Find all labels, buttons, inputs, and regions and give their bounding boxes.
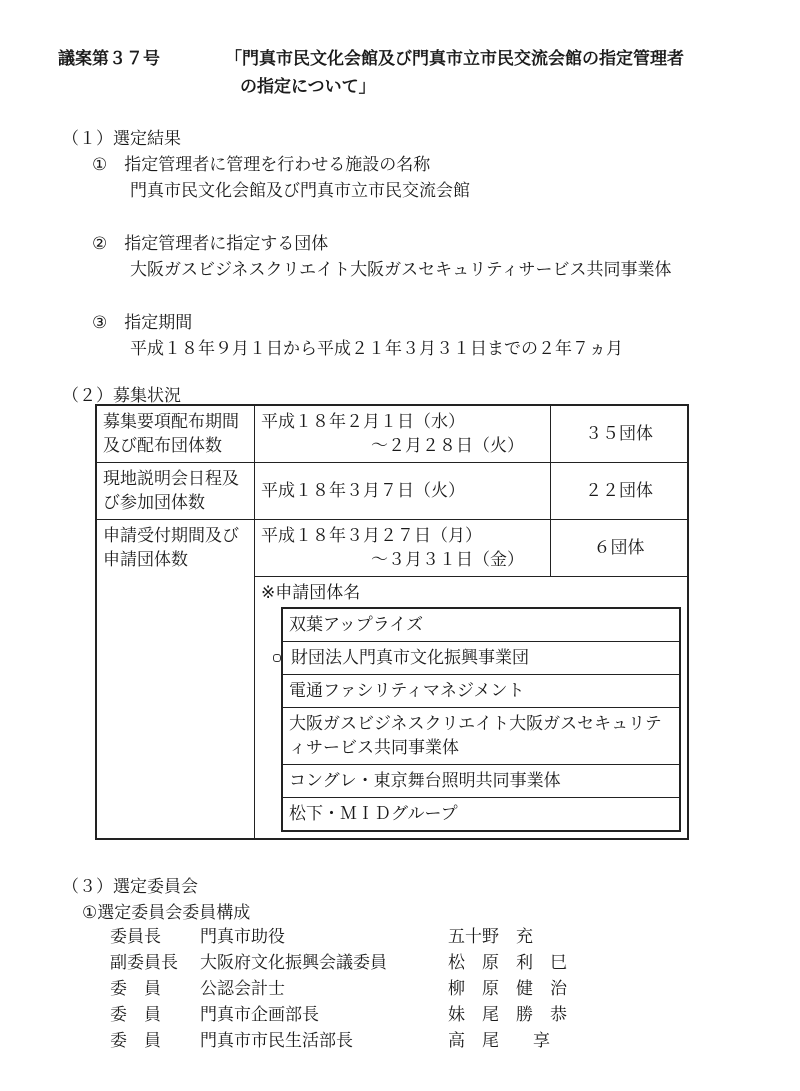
applicant-name: 大阪ガスビジネスクリエイト大阪ガスセキュリティサービス共同事業体 bbox=[282, 708, 680, 765]
table-row bbox=[96, 520, 688, 577]
applicant-name: 松下・ＭＩＤグループ bbox=[282, 798, 680, 832]
member-name: 松 原 利 巳 bbox=[448, 953, 567, 973]
row3-count: ６団体 bbox=[551, 520, 689, 577]
s1-item1-value: 門真市民文化会館及び門真市立市民交流会館 bbox=[130, 181, 470, 201]
table-row bbox=[96, 405, 688, 463]
list-item bbox=[282, 798, 680, 832]
member-role: 委員長 bbox=[110, 927, 161, 947]
applicants-heading: ※申請団体名 bbox=[261, 583, 361, 603]
dot-icon bbox=[273, 654, 281, 662]
row1-label: 募集要項配布期間及び配布団体数 bbox=[96, 405, 255, 463]
s1-item2-label: ② 指定管理者に指定する団体 bbox=[92, 234, 329, 254]
member-role: 委 員 bbox=[110, 1005, 161, 1025]
section3-heading: （３）選定委員会 bbox=[62, 877, 198, 897]
row2-label: 現地説明会日程及び参加団体数 bbox=[96, 463, 255, 520]
row1-date2: ～２月２８日（火） bbox=[371, 436, 524, 456]
row1-period bbox=[255, 405, 551, 463]
list-item bbox=[282, 608, 680, 642]
applicant-name: 双葉アップライズ bbox=[282, 608, 680, 642]
row3-label: 申請受付期間及び申請団体数 bbox=[96, 520, 255, 840]
applicant-name: 電通ファシリティマネジメント bbox=[282, 675, 680, 708]
row3-date1: 平成１８年３月２７日（月） bbox=[261, 526, 482, 546]
row1-count: ３５団体 bbox=[551, 405, 689, 463]
member-role: 委 員 bbox=[110, 979, 161, 999]
list-item bbox=[282, 675, 680, 708]
list-item bbox=[282, 642, 680, 675]
member-affiliation: 公認会計士 bbox=[200, 979, 285, 999]
applicant-name: 財団法人門真市文化振興事業団 bbox=[291, 648, 529, 668]
member-role: 委 員 bbox=[110, 1031, 161, 1051]
table-row bbox=[96, 463, 688, 520]
member-name: 高 尾 享 bbox=[448, 1031, 550, 1051]
member-affiliation: 門真市市民生活部長 bbox=[200, 1031, 353, 1051]
section3-sub: ①選定委員会委員構成 bbox=[82, 903, 251, 923]
section1-heading: （１）選定結果 bbox=[62, 129, 181, 149]
row3-period bbox=[255, 520, 551, 577]
bill-title-line1: 「門真市民文化会館及び門真市立市民交流会館の指定管理者 bbox=[225, 49, 684, 69]
member-role: 副委員長 bbox=[110, 953, 178, 973]
member-affiliation: 門真市助役 bbox=[200, 927, 285, 947]
applicants-cell bbox=[255, 577, 689, 840]
member-name: 柳 原 健 治 bbox=[448, 979, 567, 999]
member-affiliation: 門真市企画部長 bbox=[200, 1005, 319, 1025]
row2-date: 平成１８年３月７日（火） bbox=[255, 463, 551, 520]
row1-date1: 平成１８年２月１日（水） bbox=[261, 412, 465, 432]
recruitment-table bbox=[95, 404, 689, 840]
member-name: 五十野 充 bbox=[448, 927, 533, 947]
bill-number: 議案第３７号 bbox=[58, 49, 160, 69]
s1-item2-value: 大阪ガスビジネスクリエイト大阪ガスセキュリティサービス共同事業体 bbox=[130, 260, 672, 280]
list-item bbox=[282, 708, 680, 765]
bill-title-line2: の指定について」 bbox=[240, 77, 376, 97]
member-affiliation: 大阪府文化振興会議委員 bbox=[200, 953, 387, 973]
s1-item3-value: 平成１８年９月１日から平成２１年３月３１日までの２年７ヵ月 bbox=[130, 339, 623, 359]
s1-item1-label: ① 指定管理者に管理を行わせる施設の名称 bbox=[92, 155, 431, 175]
applicant-row bbox=[282, 642, 680, 675]
s1-item3-label: ③ 指定期間 bbox=[92, 313, 193, 333]
row2-count: ２２団体 bbox=[551, 463, 689, 520]
section2-heading: （２）募集状況 bbox=[62, 386, 181, 406]
applicants-list bbox=[281, 607, 681, 832]
applicant-name: コングレ・東京舞台照明共同事業体 bbox=[282, 765, 680, 798]
list-item bbox=[282, 765, 680, 798]
member-name: 妹 尾 勝 恭 bbox=[448, 1005, 567, 1025]
row3-date2: ～３月３１日（金） bbox=[371, 550, 524, 570]
